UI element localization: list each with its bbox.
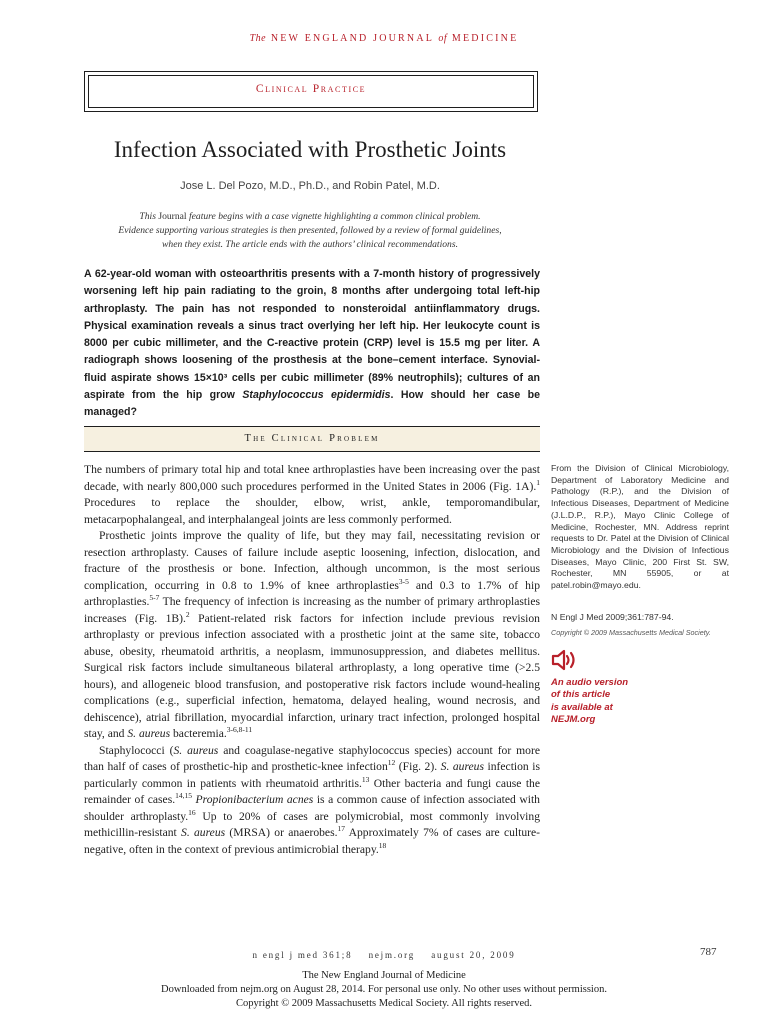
speaker-icon[interactable] (551, 649, 579, 671)
p2-text-b: and 0.3 to 1.7% of hip arthroplasties. (84, 578, 541, 608)
article-authors: Jose L. Del Pozo, M.D., Ph.D., and Robin Patel, M.D. (180, 180, 440, 192)
organism-name: S. aureus (173, 743, 219, 757)
p3-text-i: Approximately 7% of cases are culture-negative, often in the context of previous antimicrobial therapy. (84, 826, 541, 856)
vignette-text-b: . How should her case be managed? (84, 389, 540, 419)
masthead-the: The (249, 33, 267, 44)
author-affiliation: From the Division of Clinical Microbiology, Department of Laboratory Medicine and Pathology (R.P.), and the Division of Infectious Diseases, Department of Medicine (J.L.D.P., R.P.), Mayo Clinic College of Medicine, Rochester, MN. Address reprint requests to Dr. Patel at the Division of Clinical Microbiology and the Division of Infectious Diseases, Mayo Clinic, 200 First St. SW, Rochester, MN 55905, or at patel.robin@mayo.edu. (551, 463, 729, 591)
article-title: Infection Associated with Prosthetic Joints (113, 137, 507, 162)
reference-superscript: 16 (188, 807, 196, 817)
audio-line-4: NEJM.org (551, 714, 596, 726)
p3-text-h: (MRSA) or anaerobes. (225, 826, 338, 839)
intro-line1-a: This (139, 211, 156, 222)
masthead-journal-b: MEDICINE (451, 33, 519, 44)
download-notice-copyright: Copyright © 2009 Massachusetts Medical Society. All rights reserved. (236, 998, 532, 1009)
section-heading: The Clinical Problem (244, 433, 380, 444)
download-notice-date: Downloaded from nejm.org on August 28, 2014. For personal use only. No other uses without permission. (161, 984, 607, 995)
running-footer-text: n engl j med 361;8 nejm.org august 20, 2009 (252, 950, 516, 960)
page-number: 787 (700, 946, 717, 958)
journal-masthead (0, 33, 768, 44)
body-paragraph-3 (84, 743, 540, 859)
vignette-organism: Staphylococcus epidermidis (242, 389, 391, 402)
p2-text-a: Prosthetic joints improve the quality of life, but they may fail, necessitating revision or resection arthroplasty. Causes of failure include aseptic loosening, infection, dislocation, and fracture of the prosthesis or bone. Infection, although uncommon, is the most serious complication, occurring in 0.8 to 1.9% of knee arthroplasties (84, 529, 540, 592)
reference-superscript: 3-5 (398, 576, 409, 586)
p2-text-c: The frequency of infection is increasing as the number of primary arthroplasties increases (Fig. 1B). (84, 595, 540, 625)
p1-text-b: Procedures to replace the shoulder, elbow, wrist, ankle, temporomandibular, metacarpophalangeal, and interphalangeal joints are less commonly performed. (84, 496, 540, 526)
audio-version-link[interactable] (551, 677, 701, 727)
reference-superscript: 2 (185, 609, 190, 619)
p3-text-e: Other bacteria and fungi cause the remainder of cases. (84, 776, 540, 806)
organism-name: S. aureus (181, 826, 226, 839)
reference-superscript: 3-6,8-11 (226, 725, 253, 735)
organism-name: S. aureus (127, 727, 171, 740)
copyright-notice: Copyright © 2009 Massachusetts Medical Society. (551, 628, 711, 637)
section-label: Clinical Practice (255, 83, 367, 95)
download-notice-journal: The New England Journal of Medicine (302, 970, 466, 981)
p3-text-g: Up to 20% of cases are polymicrobial, most commonly involving methicillin-resistant (84, 809, 540, 839)
running-footer (0, 950, 768, 960)
p3-text-f: is a common cause of infection associated with shoulder arthroplasty. (84, 793, 540, 823)
p1-text-a: The numbers of primary total hip and total knee arthroplasties have been increasing over the past decade, with nearly 800,000 such procedures performed in the United States in 2006 (Fig. 1A). (84, 463, 540, 493)
organism-name: Propionibacterium acnes (195, 793, 314, 806)
intro-line2: Evidence supporting various strategies is then presented, followed by a review of formal guidelines, (118, 225, 502, 236)
p3-text-d: infection is particularly common in patients with rheumatoid arthritis. (84, 760, 540, 790)
body-paragraph-1 (84, 462, 540, 528)
reference-superscript: 5-7 (149, 593, 160, 603)
case-vignette (84, 266, 540, 422)
article-body (84, 462, 540, 858)
intro-line1-journal: Journal (158, 211, 187, 222)
reference-superscript: 17 (337, 824, 345, 834)
p3-text-b: and coagulase-negative staphylococcus species) account for more than half of cases of prosthetic-hip and prosthetic-knee infection (84, 743, 540, 773)
section-label-box (84, 71, 538, 112)
section-heading-band (84, 426, 540, 452)
p2-text-e: bacteremia. (170, 727, 227, 740)
reference-superscript: 18 (378, 840, 387, 850)
body-paragraph-2 (84, 528, 540, 743)
intro-line3: when they exist. The article ends with the authors’ clinical recommendations. (162, 239, 458, 250)
reference-superscript: 12 (387, 758, 396, 768)
audio-line-2: of this article (551, 689, 611, 701)
vignette-text-a: A 62-year-old woman with osteoarthritis presents with a 7-month history of progressively worsening left hip pain radiating to the groin, 8 months after undergoing total left-hip arthroplasty. The pain has not responded to nonsteroidal antiinflammatory drugs. Physical examination reveals a sinus tract overlying her left hip. Her leukocyte count is 8000 per cubic millimeter, and the C-reactive protein (CRP) level is 15.5 mg per liter. A radiograph shows loosening of the prosthesis at the bone–cement interface. Synovial-fluid aspirate shows 15×10³ cells per cubic millimeter (89% neutrophils); cultures of an aspirate from the hip grow (84, 268, 540, 402)
masthead-journal-a: NEW ENGLAND JOURNAL (270, 33, 434, 44)
feature-intro (90, 210, 530, 252)
reference-superscript: 1 (536, 477, 540, 487)
reference-superscript: 13 (361, 774, 370, 784)
p3-text-c: (Fig. 2). (395, 760, 438, 773)
masthead-of: of (438, 33, 448, 44)
p2-text-d: Patient-related risk factors for infection include previous revision arthroplasty or previous infection associated with a prosthetic joint at the same site, tobacco abuse, obesity, rheumatoid arthritis, a neoplasm, immunosuppression, and diabetes mellitus. Surgical risk factors include simultaneous bilateral arthroplasty, a long operative time (>2.5 hours), and allogeneic blood transfusion, and postoperative risk factors include wound-healing complications (e.g., superficial infection, hematoma, delayed healing, wound necrosis, and dehiscence), atrial fibrillation, myocardial infarction, urinary tract infection, prolonged hospital stay, and (84, 611, 540, 740)
citation: N Engl J Med 2009;361:787-94. (551, 612, 674, 622)
organism-name: S. aureus (440, 760, 484, 773)
intro-line1-b: feature begins with a case vignette highlighting a common clinical problem. (189, 211, 481, 222)
audio-line-3: is available at (551, 701, 613, 713)
reference-superscript: 14,15 (175, 791, 192, 801)
p3-text-a: Staphylococci ( (99, 743, 174, 757)
audio-line-1: An audio version (551, 677, 629, 688)
